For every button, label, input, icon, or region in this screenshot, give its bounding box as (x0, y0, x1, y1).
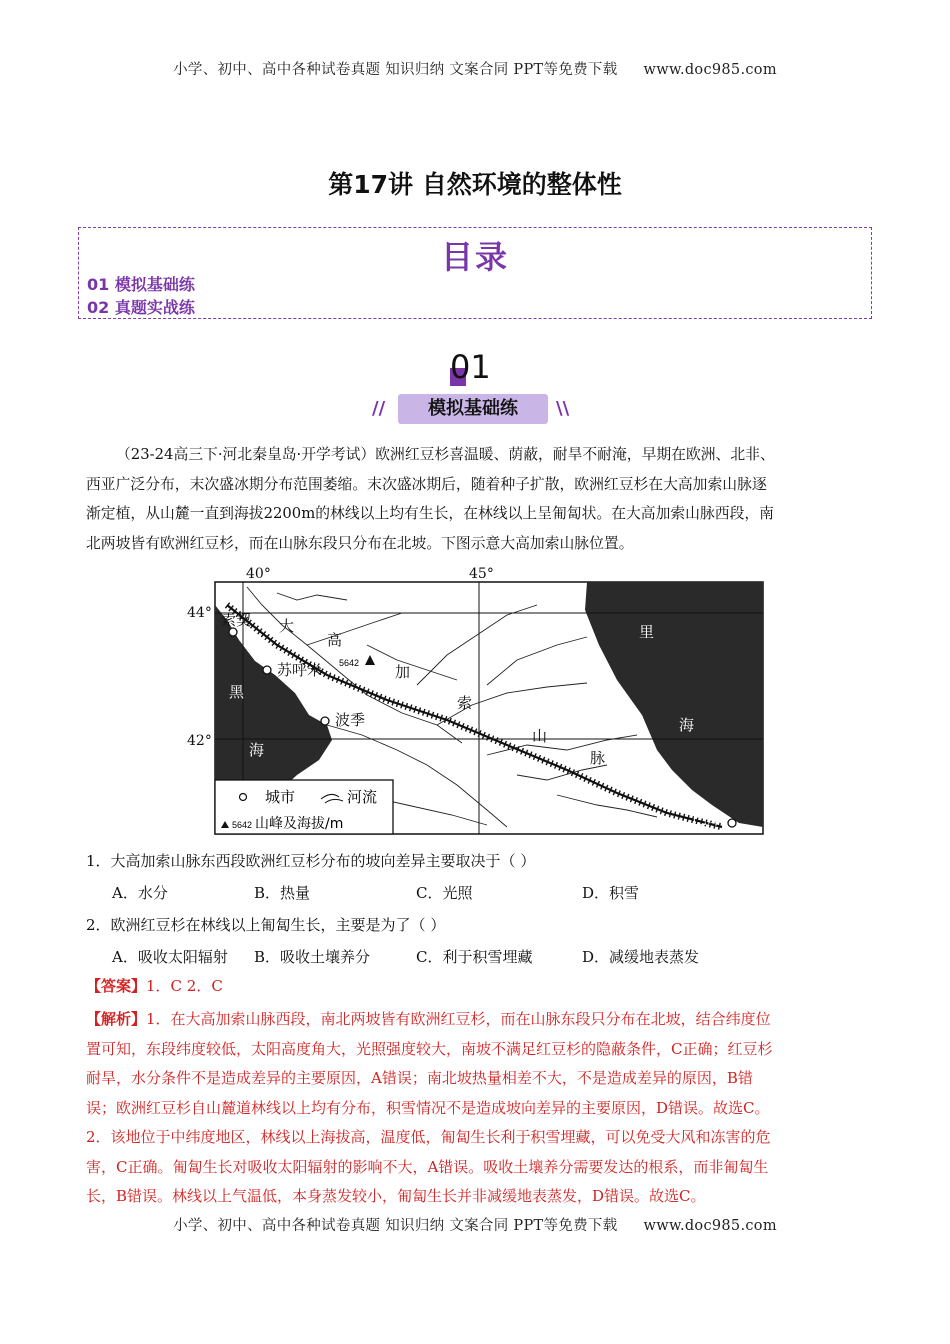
toc-item-1[interactable]: 01 模拟基础练 (87, 275, 195, 294)
analysis-line: 长，B错误。林线以上气温低，本身蒸发较小，匍匐生长并非减缓地表蒸发，D错误。故选C。 (86, 1187, 706, 1205)
legend-city-icon (240, 794, 247, 801)
analysis-line: 2．该地位于中纬度地区，林线以上海拔高，温度低，匍匐生长利于积雪埋藏，可以免受大风和冻害的危 (86, 1128, 771, 1146)
analysis-line: 耐旱，水分条件不是造成差异的主要原因，A错误；南北坡热量相差不大，不是造成差异的原因，B错 (86, 1069, 753, 1087)
slash-decoration-left: // (372, 398, 386, 419)
lat-label: 42° (187, 733, 212, 749)
header-url[interactable]: www.doc985.com (643, 62, 777, 78)
passage-line: 渐定植，从山麓一直到海拔2200m的林线以上均有生长，在林线以上呈匍匐状。在大高加索山脉西段，南 (86, 505, 774, 522)
sea-label-char: 里 (639, 623, 655, 641)
sea-label-char: 海 (679, 716, 695, 734)
analysis (86, 1005, 870, 1212)
passage-line: 西亚广泛分布，末次盛冰期分布范围萎缩。末次盛冰期后，随着种子扩散，欧洲红豆杉在大高加索山脉逐 (86, 475, 767, 493)
toc-heading: 目录 (440, 238, 509, 276)
question-2: 2．欧洲红豆杉在林线以上匍匐生长，主要是为了（ ） (86, 916, 446, 934)
legend-peak-sample: 5642 (232, 820, 253, 830)
city-marker (263, 666, 271, 674)
header-text: 小学、初中、高中各种试卷真题 知识归纳 文案合同 PPT等免费下载 (173, 62, 618, 78)
analysis-line: 误；欧洲红豆杉自山麓道林线以上均有分布，积雪情况不是造成坡向差异的主要原因，D错误。故选C。 (86, 1098, 770, 1117)
city-label: 苏呼米 (277, 661, 323, 679)
q2-option-b[interactable]: B．吸收土壤养分 (254, 948, 371, 966)
q2-option-a[interactable]: A．吸收太阳辐射 (112, 948, 228, 966)
slash-decoration-right: \\ (556, 398, 570, 419)
range-label-char: 加 (395, 663, 411, 681)
lat-label: 44° (187, 605, 212, 621)
range-label-char: 山 (532, 727, 548, 745)
legend-city: 城市 (265, 788, 296, 806)
lon-label: 40° (246, 566, 271, 582)
footer-url[interactable]: www.doc985.com (643, 1218, 777, 1234)
answer-text: 1．C 2．C (146, 977, 223, 995)
page-title: 第17讲 自然环境的整体性 (328, 170, 622, 199)
footer-text: 小学、初中、高中各种试卷真题 知识归纳 文案合同 PPT等免费下载 (173, 1218, 618, 1234)
section-label: 模拟基础练 (398, 394, 548, 424)
sea-label-char: 黑 (229, 683, 245, 701)
range-label-char: 高 (327, 631, 343, 649)
analysis-line: 害，C正确。匍匐生长对吸收太阳辐射的影响不大，A错误。吸收土壤养分需要发达的根系，而非匍匐生 (86, 1157, 769, 1176)
city-label: 波季 (335, 711, 366, 729)
legend-river: 河流 (347, 788, 378, 806)
question-1: 1．大高加索山脉东西段欧洲红豆杉分布的坡向差异主要取决于（ ） (86, 852, 536, 870)
answer-label: 【答案】 (86, 977, 147, 995)
city-label: 索契 (221, 611, 252, 629)
table-of-contents (78, 227, 872, 319)
range-label-char: 脉 (590, 749, 606, 767)
range-label-char: 大 (279, 617, 295, 635)
caucasus-map (187, 565, 767, 837)
legend-peak: 山峰及海拔/m (255, 816, 344, 832)
answer-line (86, 972, 870, 1002)
city-marker (229, 628, 237, 636)
city-marker (321, 717, 329, 725)
city-label: 巴库 (692, 810, 723, 828)
page-footer (0, 1214, 950, 1235)
toc-item-2[interactable]: 02 真题实战练 (87, 298, 195, 317)
q2-option-c[interactable]: C．利于积雪埋藏 (416, 948, 533, 966)
sea-label-char: 海 (249, 741, 265, 759)
range-label-char: 索 (457, 694, 473, 712)
q1-option-c[interactable]: C．光照 (416, 884, 473, 902)
q1-option-d[interactable]: D．积雪 (582, 884, 640, 902)
q1-option-b[interactable]: B．热量 (254, 884, 311, 902)
peak-elevation: 5642 (339, 658, 360, 668)
passage-line: （23-24高三下·河北秦皇岛·开学考试）欧洲红豆杉喜温暖、荫蔽，耐旱不耐淹，早期在欧洲、北非、 (116, 446, 775, 463)
analysis-label: 【解析】 (86, 1010, 147, 1028)
analysis-line: 【解析】1．在大高加索山脉西段，南北两坡皆有欧洲红豆杉，而在山脉东段只分布在北坡，结合纬度位 (86, 1010, 771, 1028)
section-number: 01 (450, 348, 491, 386)
city-marker (728, 819, 736, 827)
lon-label: 45° (469, 566, 494, 582)
q1-option-a[interactable]: A．水分 (112, 884, 168, 902)
q2-option-d[interactable]: D．减缓地表蒸发 (582, 948, 700, 966)
analysis-line: 置可知，东段纬度较低，太阳高度角大，光照强度较大，南坡不满足红豆杉的隐蔽条件，C正确；红豆杉 (86, 1039, 773, 1058)
page-header (0, 58, 950, 79)
passage-line: 北两坡皆有欧洲红豆杉，而在山脉东段只分布在北坡。下图示意大高加索山脉位置。 (86, 534, 634, 552)
passage (86, 440, 870, 558)
